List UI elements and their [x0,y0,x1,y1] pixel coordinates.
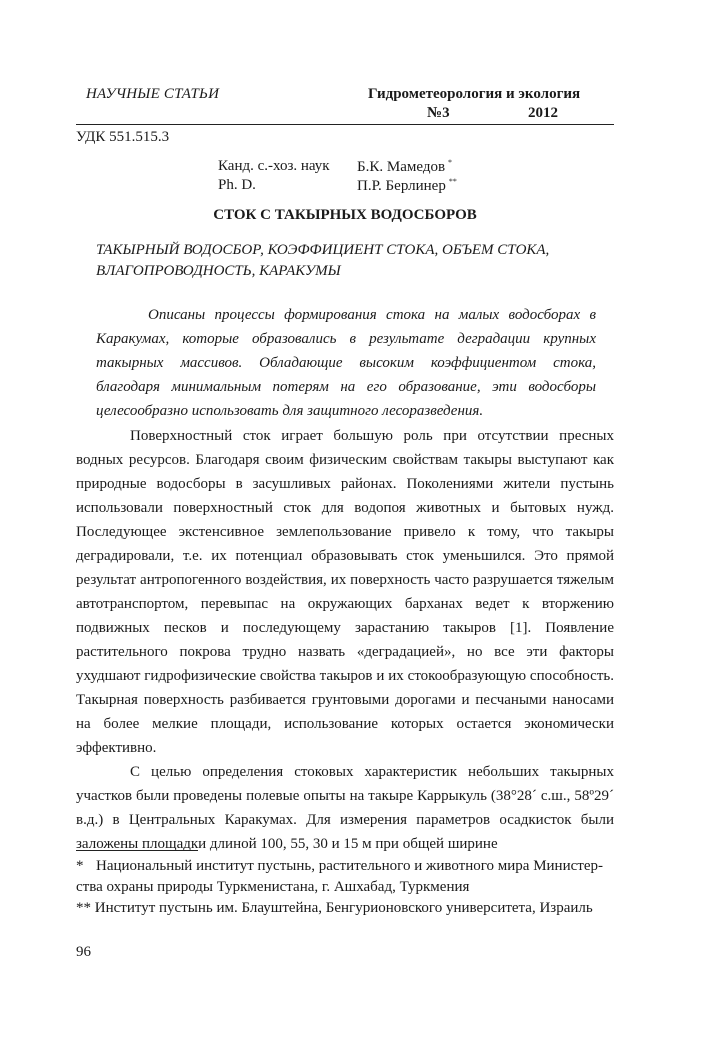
journal-title: Гидрометеорология и экология [368,86,581,102]
author-name-2: П.Р. Берлинер ** [357,177,457,194]
issue-year: 2012 [528,105,558,121]
article-body [76,424,614,856]
footnote-mark: ** [448,177,457,186]
footnote-rule [76,850,198,851]
page-number: 96 [76,944,91,960]
footnotes [76,856,614,919]
header-rule [76,124,614,125]
footnote-mark: * [448,158,453,167]
footnote: ** Институт пустынь им. Блауштейна, Бенгурионовского университета, Израиль [76,900,593,916]
footnote-mark: ** [76,900,91,916]
keywords: ТАКЫРНЫЙ ВОДОСБОР, КОЭФФИЦИЕНТ СТОКА, ОБЪЕМ СТОКА, ВЛАГОПРОВОДНОСТЬ, КАРАКУМЫ [96,242,550,279]
body-paragraph: Поверхностный сток играет большую роль при отсутствии пресных водных ресурсов. Благодаря своим физическим свойствам такыры выступают как природные водосборы в засушливых районах. Поколениями жители пустынь использовали поверхностный сток для водопоя животных и бытовых нужд. Последующее экстенсивное землепользование привело к тому, что такыры деградировали, т.е. их потенциал образовывать сток уменьшился. Это прямой результат антропогенного воздействия, их поверхность часто разрушается тяжелым автотранспортом, перевыпас на окружающих барханах ведет к вторжению подвижных песков и последующему зарастанию такыров [1]. Появление растительного покрова трудно назвать «деградацией», но все эти факторы ухудшают гидрофизические свойства такыров и их стокообразующую способность. Такырная поверхность разбивается грунтовыми дорогами и песчаными наносами на более мелкие площади, использование которых остается экономически эффективно. [76,428,614,756]
footnote: * Национальный институт пустынь, растительного и животного мира Министер-ства охраны природы Туркменистана, г. Ашхабад, Туркмения [76,858,603,895]
section-label: НАУЧНЫЕ СТАТЬИ [86,86,220,102]
footnote-mark: * [76,858,84,874]
article-title: СТОК С ТАКЫРНЫХ ВОДОСБОРОВ [213,207,477,223]
udk-code: УДК 551.515.3 [76,129,170,145]
author-degree: Канд. с.-хоз. наук [218,158,330,174]
issue-number: №3 [427,105,450,121]
author-name-1: Б.К. Мамедов * [357,158,453,175]
author-degree: Ph. D. [218,177,256,193]
body-paragraph: С целью определения стоковых характеристик небольших такырных участков были проведены полевые опыты на такыре Каррыкуль (38°28´ с.ш., 58º29´ в.д.) в Центральных Каракумах. Для измерения параметров осадкисток были заложены площадки длиной 100, 55, 30 и 15 м при общей ширине [76,764,614,852]
abstract: Описаны процессы формирования стока на малых водосборах в Каракумах, которые образовались в результате деградации крупных такырных массивов. Обладающие высоким коэффициентом стока, благодаря минимальным потерям на его образование, эти водосборы целесообразно использовать для защитного лесоразведения. [96,307,596,419]
